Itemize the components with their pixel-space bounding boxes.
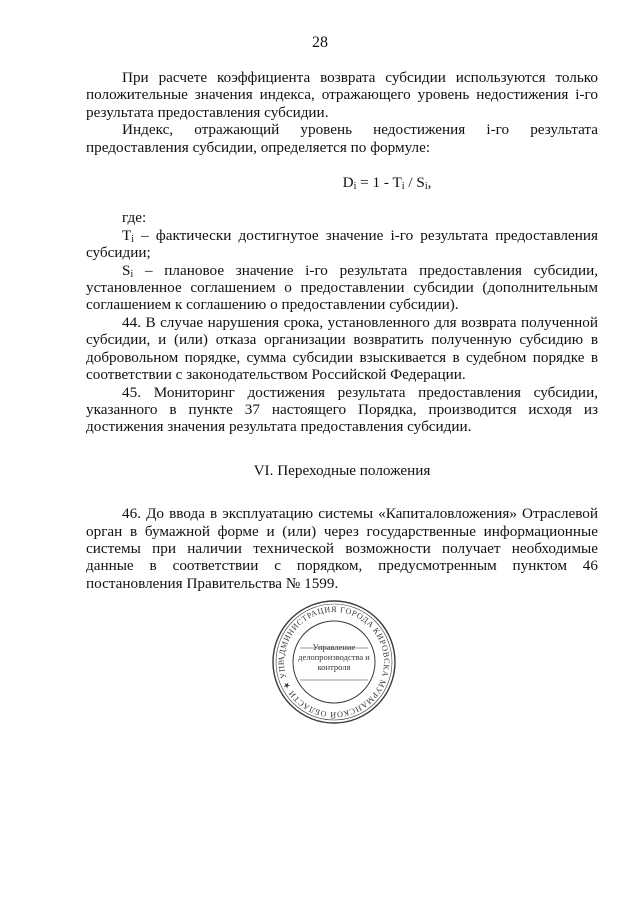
definition-t-i: $T_i$ – фактически достигнутое значение i-го результата предоставления субсидии;: [86, 226, 598, 262]
paragraph-44: 44. В случае нарушения срока, установленного для возврата полученной субсидии, и (или) отказа организации возвратить полученную субсидию в добровольном порядке, сумма субсидии взыскивается в судебном порядке в соответствии с законодательством Российской Федерации.: [86, 313, 598, 384]
section-heading-vi: VI. Переходные положения: [253, 461, 431, 479]
paragraph-index-definition: Индекс, отражающий уровень недостижения i-го результата предоставления субсидии, определяется по формуле:: [86, 121, 598, 156]
page-number: 28: [312, 34, 328, 51]
formula-d-i: $D_i = 1 - T_i / S_i$,: [342, 174, 432, 193]
section-v-continuation: [86, 69, 598, 592]
paragraph-coefficient-note: При расчете коэффициента возврата субсидии используются только положительные значения индекса, отражающего уровень недостижения i-го результата предоставления субсидии.: [86, 69, 598, 121]
where-label: где:: [122, 209, 147, 227]
paragraph-45: 45. Мониторинг достижения результата предоставления субсидии, указанного в пункте 37 настоящего Порядка, производится исходя из достижения значения результата предоставления субсидии.: [86, 383, 598, 436]
svg-text:АДМИНИСТРАЦИЯ ГОРОДА КИРОВСКА: АДМИНИСТРАЦИЯ ГОРОДА КИРОВСКА МУРМАНСКОЙ ОБЛАСТИ ★ УПР: [276, 604, 392, 720]
office-seal-stamp: [270, 598, 398, 726]
definition-s-i: $S_i$ – плановое значение i-го результата предоставления субсидии, установленное соглашением о предоставлении субсидии (дополнительным соглашением к соглашению о предоставлении субсидии).: [86, 261, 598, 314]
stamp-inner-label: Управление делопроизводства и контроля: [298, 642, 370, 672]
paragraph-46: 46. До ввода в эксплуатацию системы «Капиталовложения» Отраслевой орган в бумажной форме и (или) через государственные информационные системы при наличии технической возможности получает необходимые данные в соответствии с порядком, предусмотренным пунктом 46 постановления Правительства № 1599.: [86, 505, 598, 592]
